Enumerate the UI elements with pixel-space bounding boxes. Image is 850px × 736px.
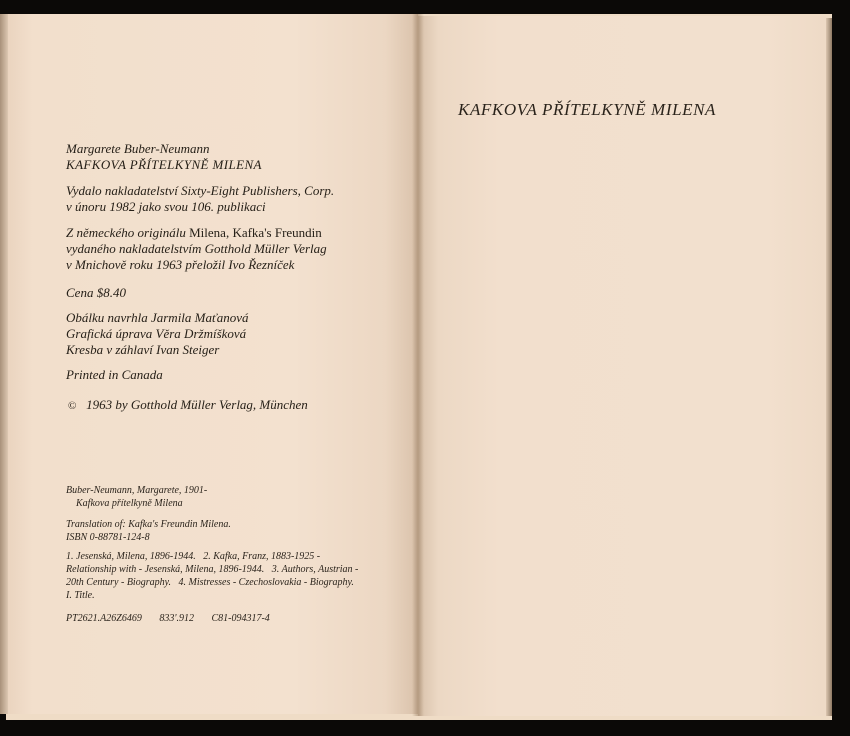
original-line-2: vydaného nakladatelstvím Gotthold Müller Verlag (66, 241, 327, 256)
cip-line-9: PT2621.A26Z6469 833'.912 C81-094317-4 (66, 613, 270, 624)
cip-line-8: I. Title. (66, 590, 95, 601)
original-prefix: Z německého originálu (66, 225, 186, 240)
cip-line-6: Relationship with - Jesenská, Milena, 1896-1944. 3. Authors, Austrian - (66, 564, 359, 575)
cip-line-2: Kafkova přítelkyně Milena (76, 498, 183, 509)
cip-line-5: 1. Jesenská, Milena, 1896-1944. 2. Kafka, Franz, 1883-1925 - (66, 551, 321, 562)
printed-in: Printed in Canada (66, 367, 163, 382)
publisher-line-2: v únoru 1982 jako svou 106. publikaci (66, 199, 266, 214)
left-page-edge (0, 14, 8, 714)
book-gutter (412, 14, 424, 716)
graphic-credit: Grafická úprava Věra Držmíšková (66, 326, 247, 341)
copyright-text: 1963 by Gotthold Müller Verlag, München (86, 397, 308, 412)
drawing-credit: Kresba v záhlaví Ivan Steiger (66, 342, 220, 357)
cip-line-3: Translation of: Kafka's Freundin Milena. (66, 519, 231, 530)
author-name: Margarete Buber-Neumann (66, 141, 210, 156)
original-line-1 (66, 225, 322, 241)
price: Cena $8.40 (66, 285, 126, 300)
cip-line-7: 20th Century - Biography. 4. Mistresses - Czechoslovakia - Biography. (66, 577, 354, 588)
right-page (418, 16, 826, 716)
left-page (8, 14, 418, 714)
original-title: Milena, Kafka's Freundin (189, 225, 322, 240)
copyright-icon: © (68, 400, 77, 412)
book-title-imprint: KAFKOVA PŘÍTELKYNĚ MILENA (66, 157, 262, 172)
original-line-3: v Mnichově roku 1963 přeložil Ivo Řezníček (66, 257, 295, 272)
half-title: KAFKOVA PŘÍTELKYNĚ MILENA (458, 100, 717, 119)
copyright-line (68, 397, 308, 414)
right-page-edge (826, 18, 832, 716)
cip-line-4: ISBN 0-88781-124-8 (66, 532, 150, 543)
cover-credit: Obálku navrhla Jarmila Maťanová (66, 310, 249, 325)
publisher-line-1: Vydalo nakladatelství Sixty-Eight Publishers, Corp. (66, 183, 335, 198)
cip-line-1: Buber-Neumann, Margarete, 1901- (66, 485, 208, 496)
